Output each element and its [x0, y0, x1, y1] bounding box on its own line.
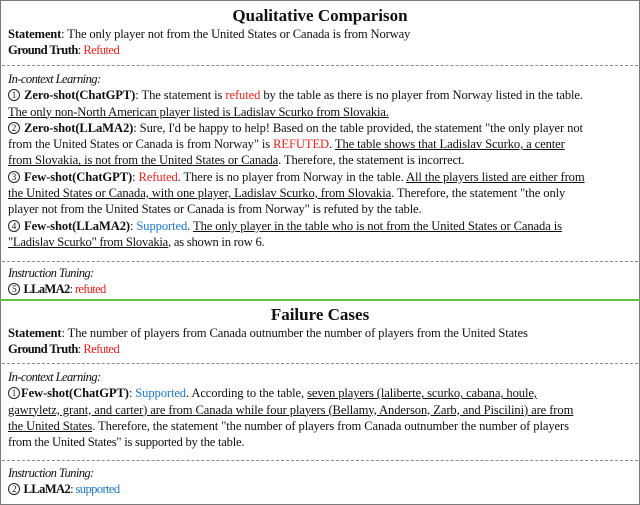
- number-badge: 1: [8, 387, 20, 399]
- number-badge: 5: [8, 283, 20, 295]
- statement-text: : The only player not from the United States or Canada is from Norway: [61, 27, 411, 41]
- answer-1-line-2: The only non-North American player listed is Ladislav Scurko from Slovakia.: [8, 104, 389, 119]
- answer-2-line-2: from the United States or Canada is from Norway" is REFUTED. The table shows that Ladislav Scurko, a center: [8, 137, 565, 152]
- icl-header: In-context Learning:: [8, 370, 101, 384]
- ground-truth-line: Ground Truth: Refuted: [8, 43, 120, 58]
- answer-1-line-1: 1 Zero-shot(ChatGPT): The statement is refuted by the table as there is no player from Norway listed in the table.: [0, 87, 640, 103]
- number-badge: 2: [8, 483, 20, 495]
- divider-dashed: [2, 363, 638, 364]
- divider-dashed: [2, 261, 638, 262]
- it-header: Instruction Tuning:: [8, 266, 94, 280]
- verdict: refuted: [74, 282, 106, 297]
- ground-truth-value: Refuted: [83, 342, 120, 357]
- number-badge: 1: [8, 89, 20, 101]
- failure-answer-line-4: from the United States" is supported by the table.: [8, 435, 245, 450]
- number-badge: 2: [8, 122, 20, 134]
- answer-4-line-2: "Ladislav Scurko" from Slovakia, as shown in row 6.: [8, 234, 265, 249]
- statement-line: [0, 26, 640, 42]
- model-label: Zero-shot(ChatGPT): [24, 88, 136, 103]
- section-title: Qualitative Comparison: [232, 6, 408, 25]
- ground-truth-value: Refuted: [83, 43, 120, 58]
- model-label: LLaMA2: [23, 482, 71, 497]
- model-label: Zero-shot(LLaMA2): [24, 120, 134, 135]
- number-badge: 3: [8, 171, 20, 183]
- model-label: LLaMA2: [23, 282, 70, 297]
- failure-icl-block: [0, 369, 640, 450]
- statement-label: Statement: [8, 27, 62, 41]
- answer-4-line-1: 4 Few-shot(LLaMA2): Supported. The only player in the table who is not from the United States or Canada is: [0, 218, 640, 234]
- verdict: Supported: [136, 218, 188, 233]
- verdict: Supported: [135, 386, 186, 401]
- model-label: Few-shot(ChatGPT): [24, 169, 133, 184]
- statement-line: [0, 325, 640, 341]
- model-label: Few-shot(LLaMA2): [24, 218, 130, 233]
- model-label: Few-shot(ChatGPT): [21, 386, 129, 401]
- it-answer: 2 LLaMA2: supported: [0, 481, 640, 497]
- ground-truth-line: Ground Truth: Refuted: [8, 342, 120, 357]
- verdict: REFUTED: [273, 137, 330, 152]
- answer-2-line-1: 2 Zero-shot(LLaMA2): Sure, I'd be happy to help! Based on the table provided, the statement "the only player not: [0, 120, 640, 136]
- it-block: [0, 265, 640, 298]
- icl-header: In-context Learning:: [8, 72, 101, 86]
- failure-answer-line-2: gawryletz, grant, and carter) are from Canada while four players (Bellamy, Anderson, Zarb, and Piscilini) are from: [8, 402, 574, 417]
- answer-2-line-3: from Slovakia, is not from the United States or Canada. Therefore, the statement is incorrect.: [8, 153, 465, 168]
- statement-label: Statement: [8, 326, 62, 340]
- failure-answer-line-1: 1 Few-shot(ChatGPT): Supported. According to the table, seven players (laliberte, scurko, cabana, houle,: [0, 385, 640, 401]
- ground-truth-label: Ground Truth: [8, 43, 78, 58]
- verdict: refuted: [225, 88, 261, 103]
- failure-it-block: [0, 465, 640, 498]
- answer-3-line-1: 3 Few-shot(ChatGPT): Refuted. There is no player from Norway in the table. All the players listed are either from: [0, 169, 640, 185]
- statement-text: : The number of players from Canada outnumber the number of players from the United States: [61, 326, 528, 340]
- answer-3-line-2: the United States or Canada, with one player, Ladislav Scurko, from Slovakia. Therefore, the statement "the only: [8, 186, 566, 201]
- failure-section: [0, 305, 640, 358]
- divider-dashed: [2, 460, 638, 461]
- answer-3-line-3: player not from the United States or Canada is from Norway" is refuted by the table.: [8, 202, 422, 217]
- divider-dashed: [2, 65, 638, 66]
- it-answer: 5 LLaMA2: refuted: [0, 281, 640, 297]
- section-title: Failure Cases: [270, 305, 370, 324]
- icl-block: [0, 71, 640, 250]
- verdict: Refuted: [138, 169, 178, 184]
- it-header: Instruction Tuning:: [8, 466, 94, 480]
- qualitative-section: [0, 6, 640, 59]
- ground-truth-label: Ground Truth: [8, 342, 78, 357]
- section-divider: [0, 299, 640, 301]
- number-badge: 4: [8, 220, 20, 232]
- verdict: supported: [75, 482, 120, 497]
- failure-answer-line-3: the United States. Therefore, the statement "the number of players from Canada outnumber the number of players: [8, 418, 569, 433]
